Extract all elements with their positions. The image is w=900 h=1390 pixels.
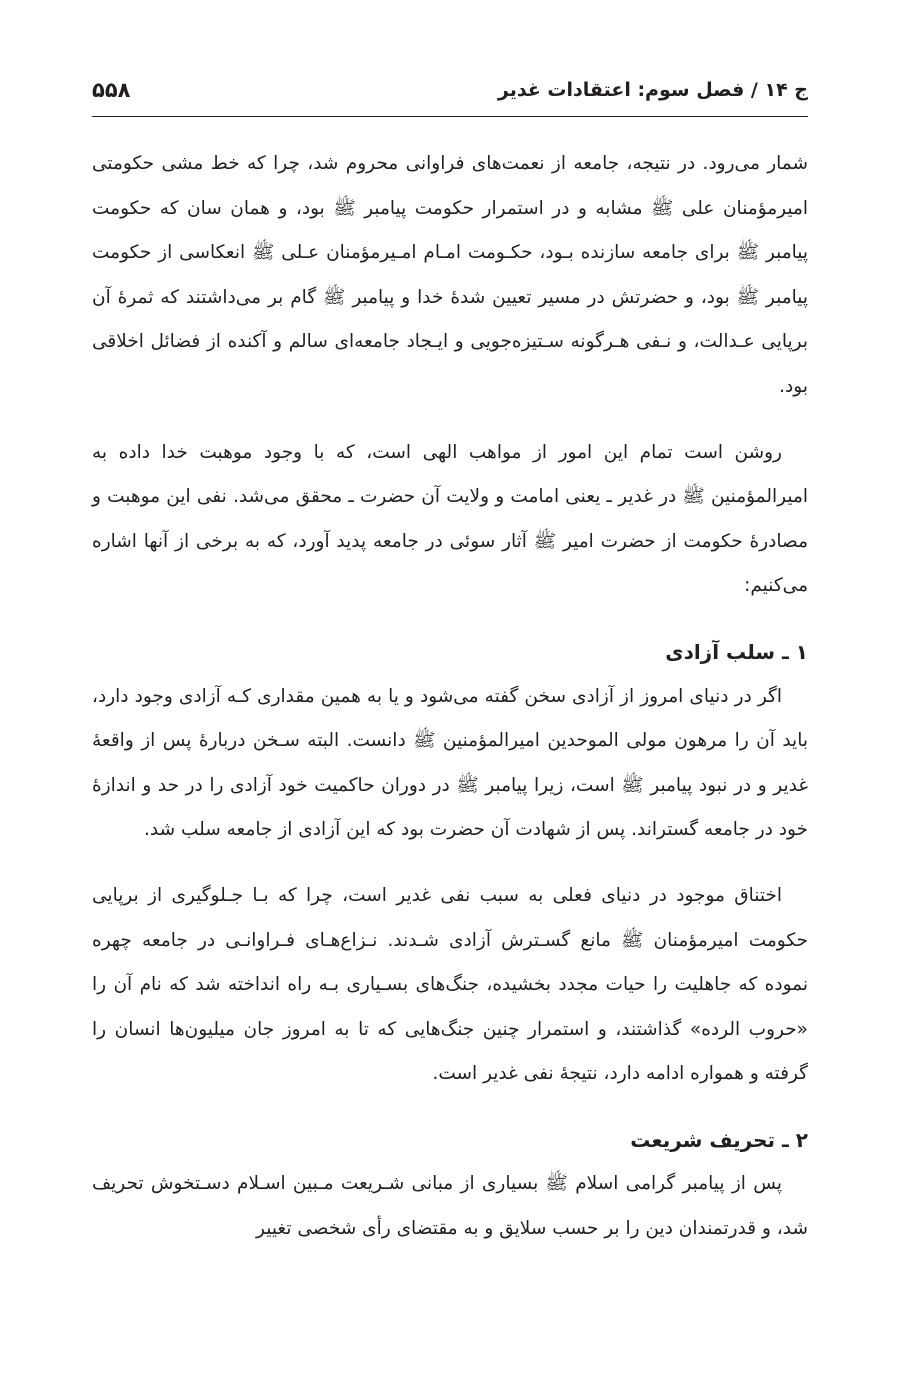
book-page [92,0,808,1390]
body-text [92,142,808,1273]
section-heading-2: ۲ ـ تحریف شریعت [630,1127,808,1152]
running-title: ج ۱۴ / فصل سوم: اعتقادات غدیر [497,79,808,101]
paragraph-4: اختناق موجود در دنیای فعلی به سبب نفی غدیر است، چرا که بـا جـلوگیری از برپایی حکومت امیرمؤمنان ﷺ مانع گسـترش آزادی شـدند. نـزاع‌هـای فـراوانـی در جامعه چهره نموده که جاهلیت را حیات مجدد بخشیده، جنگ‌های بسـیاری بـه راه انداخته شد که نام آن را «حروب الرده» گذاشتند، و استمرار چنین جنگ‌هایی که تا به امروز جان میلیون‌ها انسان را گرفته و همواره ادامه دارد، نتیجهٔ نفی غدیر است. [92,884,808,1085]
header-rule [92,116,808,117]
paragraph-1: شمار می‌رود. در نتیجه، جامعه از نعمت‌های فراوانی محروم شد، چرا که خط مشی حکومتی امیرمؤمنان علی ﷺ مشابه و در استمرار حکومت پیامبر ﷺ بود، و همان سان که حکومت پیامبر ﷺ برای جامعه سازنده بـود، حکـومت امـام امـیرمؤمنان عـلی ﷺ انعکاسی از حکومت پیامبر ﷺ بود، و حضرتش در مسیر تعیین شدهٔ خدا و پیامبر ﷺ گام بر می‌داشتند که ثمرهٔ آن برپایی عـدالت، و نـفی هـرگونه سـتیزه‌جویی و ایـجاد جامعه‌ای سالم و آکنده از فضائل اخلاقی بود. [92,153,808,397]
paragraph-3: اگر در دنیای امروز از آزادی سخن گفته می‌شود و یا به همین مقداری کـه آزادی وجود دارد، باید آن را مرهون مولی الموحدین امیرالمؤمنین ﷺ دانست. البته سـخن دربارهٔ پس از واقعهٔ غدیر و در نبود پیامبر ﷺ است، زیرا پیامبر ﷺ در دوران حاکمیت خود آزادی را در حد و اندازهٔ خود در جامعه گستراند. پس از شهادت آن حضرت بود که این آزادی از جامعه سلب شد. [92,685,808,841]
running-header [92,70,808,110]
page-number: ۵۵۸ [92,78,131,102]
section-heading-1: ۱ ـ سلب آزادی [665,639,808,664]
paragraph-2: روشن است تمام این امور از مواهب الهی است، که با وجود موهبت خدا داده به امیرالمؤمنین ﷺ در غدیر ـ یعنی امامت و ولایت آن حضرت ـ محقق می‌شد. نفی این موهبت و مصادرهٔ حکومت از حضرت امیر ﷺ آثار سوئی در جامعه پدید آورد، که به برخی از آنها اشاره می‌کنیم: [92,441,808,597]
paragraph-5: پس از پیامبر گرامی اسلام ﷺ بسیاری از مبانی شـریعت مـبین اسـلام دسـتخوش تحریف شد، و قدرتمندان دین را بر حسب سلایق و به مقتضای رأی شخصی تغییر [92,1173,808,1240]
